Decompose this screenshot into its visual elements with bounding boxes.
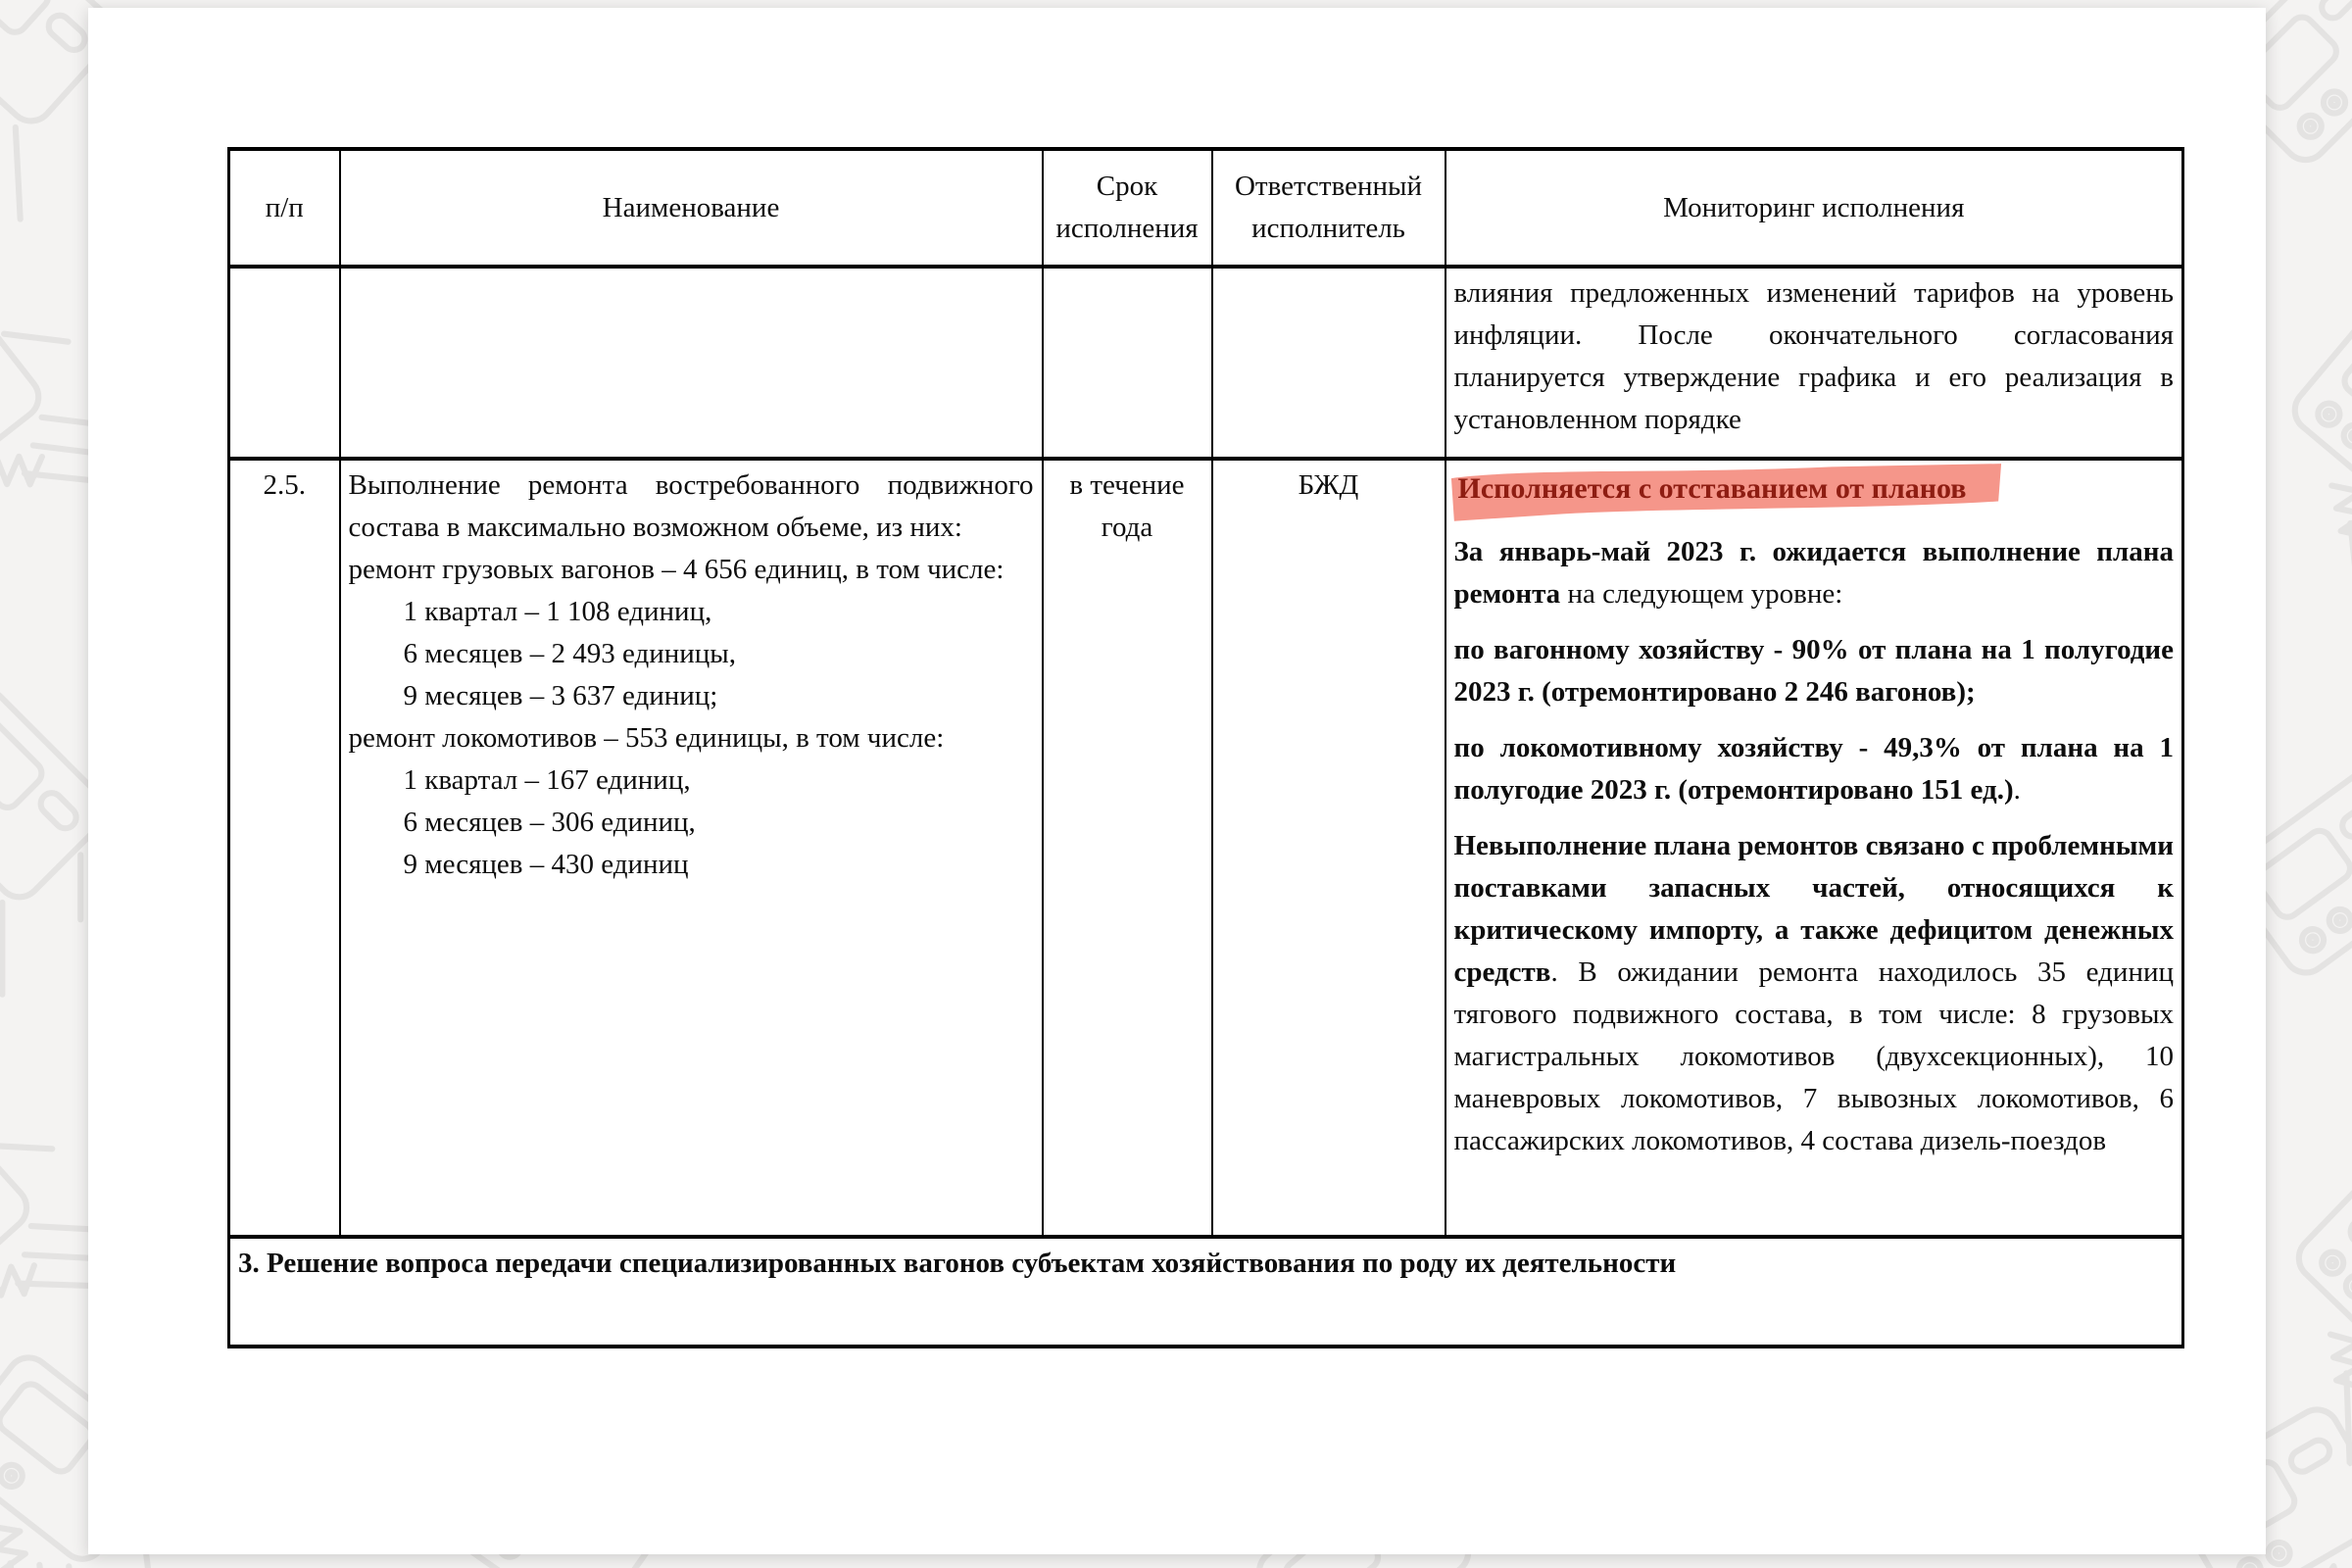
row-2-5-name-cell [340, 459, 1043, 1237]
carryover-monitoring-cell [1446, 267, 2183, 459]
name-subitem: 9 месяцев – 430 единиц [403, 849, 689, 880]
table-row-2-5 [229, 459, 2183, 1237]
document-page [88, 8, 2266, 1554]
header-cell-responsible: Ответственный исполнитель [1212, 149, 1446, 267]
monitoring-bold-text: Невыполнение плана ремонтов связано с проблемными поставками запасных частей, относящихся к критическому импорту, а также дефицитом денежных средств [1453, 830, 2174, 988]
status-text: Исполняется с отставанием от планов [1457, 472, 1967, 505]
name-subitem: 6 месяцев – 306 единиц, [403, 807, 696, 838]
monitoring-paragraph [1454, 727, 2175, 811]
carryover-term-cell [1043, 267, 1212, 459]
section-3-title: 3. Решение вопроса передачи специализированных вагонов субъектам хозяйствования по роду их деятельности [229, 1237, 2183, 1347]
header-cell-name: Наименование [340, 149, 1043, 267]
monitoring-table [227, 147, 2184, 1348]
monitoring-paragraph [1454, 629, 2175, 713]
header-cell-monitoring: Мониторинг исполнения [1446, 149, 2183, 267]
header-cell-term: Срок исполнения [1043, 149, 1212, 267]
row-2-5-responsible: БЖД [1212, 459, 1446, 1237]
name-subitem: 1 квартал – 1 108 единиц, [403, 596, 712, 627]
row-2-5-term: в течение года [1043, 459, 1212, 1237]
carryover-row [229, 267, 2183, 459]
monitoring-paragraph [1454, 531, 2175, 615]
table-header-row [229, 149, 2183, 267]
name-paragraph: Выполнение ремонта востребованного подвижного состава в максимально возможном объеме, из них: [348, 469, 1034, 543]
carryover-monitoring-text: влияния предложенных изменений тарифов на уровень инфляции. После окончательного согласования планируется утверждение графика и его реализация в установленном порядке [1453, 277, 2174, 435]
section-3-row [229, 1237, 2183, 1347]
carryover-name-cell [340, 267, 1043, 459]
monitoring-regular-text: на следующем уровне: [1560, 578, 1843, 610]
monitoring-regular-text: . В ожидании ремонта находилось 35 единиц тягового подвижного состава, в том числе: 8 грузовых магистральных локомотивов (двухсекционных), 10 маневровых локомотивов, 7 вывозных локомотивов, 6 пассажирских локомотивов, 4 состава дизель-поездов [1453, 956, 2174, 1156]
monitoring-regular-text: . [2013, 774, 2021, 806]
header-cell-num: п/п [229, 149, 340, 267]
name-subitem: 6 месяцев – 2 493 единицы, [403, 638, 737, 669]
name-paragraph: ремонт грузовых вагонов – 4 656 единиц, в том числе: [348, 554, 1004, 585]
carryover-num-cell [229, 267, 340, 459]
monitoring-paragraph [1454, 825, 2175, 1162]
row-2-5-number: 2.5. [229, 459, 340, 1237]
name-subitem: 9 месяцев – 3 637 единиц; [403, 680, 718, 711]
name-paragraph: ремонт локомотивов – 553 единицы, в том числе: [348, 722, 945, 754]
status-line [1454, 466, 2175, 514]
monitoring-bold-text: За январь-май 2023 г. ожидается выполнение плана ремонта [1453, 536, 2174, 610]
monitoring-bold-text: по вагонному хозяйству - 90% от плана на 1 полугодие 2023 г. (отремонтировано 2 246 вагонов); [1453, 634, 2174, 708]
name-subitem: 1 квартал – 167 единиц, [403, 764, 691, 796]
row-2-5-monitoring-cell [1446, 459, 2183, 1237]
status-badge [1454, 466, 1977, 514]
carryover-responsible-cell [1212, 267, 1446, 459]
monitoring-bold-text: по локомотивному хозяйству - 49,3% от плана на 1 полугодие 2023 г. (отремонтировано 151 ед.) [1453, 732, 2174, 806]
